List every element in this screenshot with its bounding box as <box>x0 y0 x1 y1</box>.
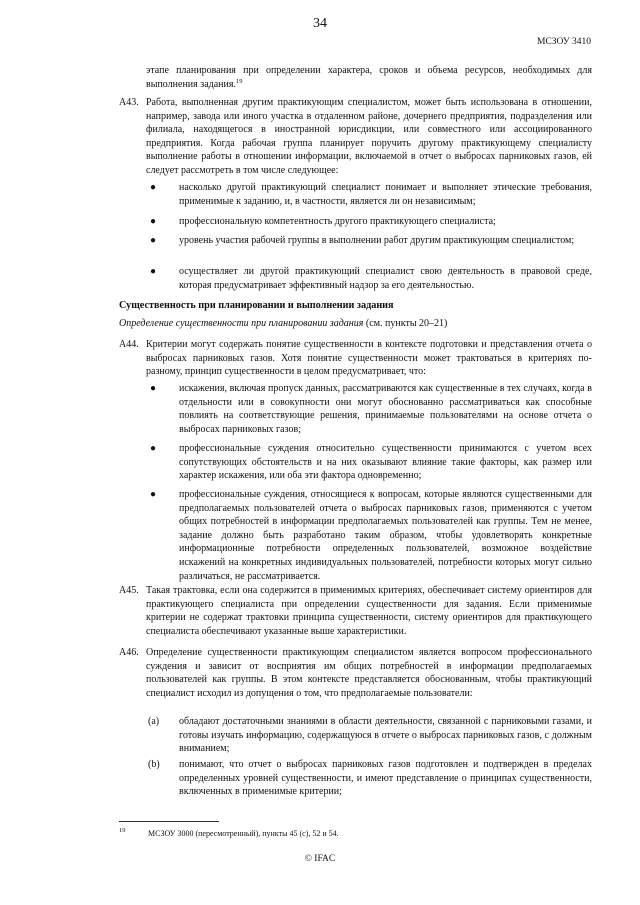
lead-paragraph <box>146 64 592 91</box>
subheading-italic: Определение существенности при планировании задания <box>119 318 364 329</box>
a43-bullet-3: уровень участия рабочей группы в выполнении работ другим практикующим специалистом; <box>179 235 575 246</box>
footnote-number: 19 <box>119 827 126 834</box>
subheading-reference: (см. пункты 20–21) <box>363 318 448 329</box>
bullet-icon: ● <box>150 489 157 500</box>
list-item-b: понимают, что отчет о выбросах парниковых газов подготовлен и подтвержден в пределах определенных уровней существенности, и имеют представление о принципах существенности, включенных в применимые критерии; <box>179 759 592 798</box>
footnote-divider <box>119 821 219 822</box>
paragraph-a45: Такая трактовка, если она содержится в применимых критериях, обеспечивает систему ориентиров для практикующего специалиста при определении существенности для задания. Если применимые критерии не содержат трактовки принципа существенности, систему ориентиров для практикующего специалиста обеспечивают указанные выше характеристики. <box>146 585 592 637</box>
page-number: 34 <box>313 16 327 31</box>
paragraph-a43: Работа, выполненная другим практикующим специалистом, может быть использована в отношении, например, завода или иного участка в отдаленном районе, дочернего предприятия, подразделения или филиала, находящегося в иностранной юрисдикции, или совместного или ассоциированного предприятия. Когда рабочая группа планирует поручить другому практикующему специалисту выполнение работы в отношении информации, включаемой в отчет о выбросах парниковых газов, ей следует рассмотреть в том числе следующее: <box>146 97 592 176</box>
a44-bullet-1: искажения, включая пропуск данных, рассматриваются как существенные в тех случаях, когда в отдельности или в совокупности они могут обоснованно рассматриваться как способные повлиять на соответствующие решения, принимаемые пользователями на основе отчета о выбросах парниковых газов; <box>179 383 592 435</box>
paragraph-label-a46: А46. <box>119 647 139 658</box>
paragraph-a46: Определение существенности практикующим специалистом является вопросом профессионального суждения и зависит от восприятия им общих потребностей в информации предполагаемых пользователей как группы. В этом контексте представляется обоснованным, чтобы практикующий специалист исходил из допущения о том, что предполагаемые пользователи: <box>146 647 592 699</box>
bullet-icon: ● <box>150 216 157 227</box>
page-footer: © IFAC <box>304 854 336 864</box>
document-code: МСЗОУ 3410 <box>537 37 591 47</box>
paragraph-label-a44: А44. <box>119 339 139 350</box>
list-item-label-b: (b) <box>148 759 160 770</box>
a43-bullet-4: осуществляет ли другой практикующий специалист свою деятельность в правовой среде, которая предусматривает эффективный надзор за его деятельностью. <box>179 266 592 291</box>
bullet-icon: ● <box>150 235 157 246</box>
paragraph-a44: Критерии могут содержать понятие существенности в контексте подготовки и представления отчета о выбросах парниковых газов. Хотя понятие существенности может трактоваться в критериях по-разному, принцип существенности в целом предусматривает, что: <box>146 339 592 378</box>
footnote-reference: 19 <box>235 77 243 85</box>
bullet-icon: ● <box>150 443 157 454</box>
bullet-icon: ● <box>150 182 157 193</box>
bullet-icon: ● <box>150 266 157 277</box>
paragraph-label-a43: А43. <box>119 97 139 108</box>
a44-bullet-2: профессиональные суждения относительно существенности принимаются с учетом всех сопутствующих обстоятельств и на них оказывают влияние такие факторы, как размер или характер искажения, или оба эти фактора одновременно; <box>179 443 592 482</box>
a43-bullet-2: профессиональную компетентность другого практикующего специалиста; <box>179 216 496 227</box>
bullet-icon: ● <box>150 383 157 394</box>
a43-bullet-1: насколько другой практикующий специалист понимает и выполняет этические требования, применимые к заданию, и, в частности, является ли он независимым; <box>179 182 592 207</box>
a44-bullet-3: профессиональные суждения, относящиеся к вопросам, которые являются существенными для предполагаемых пользователей отчета о выбросах парниковых газов, применяются с учетом общих потребностей в информации предполагаемых пользователей как группы. Тем не менее, задание должно быть разработано таким образом, чтобы удовлетворять конкретные информационные потребности определенных пользователей, возможное воздействие искажений на конкретных индивидуальных пользователей, потребности которых могут сильно различаться, не рассматривается. <box>179 489 592 582</box>
list-item-a: обладают достаточными знаниями в области деятельности, связанной с парниковыми газами, и готовы изучать информацию, содержащуюся в отчете о выбросах парниковых газов, с должным вниманием; <box>179 716 592 755</box>
section-heading: Существенность при планировании и выполнении задания <box>119 300 394 311</box>
section-subheading <box>119 318 447 329</box>
paragraph-label-a45: А45. <box>119 585 139 596</box>
list-item-label-a: (а) <box>148 716 160 727</box>
lead-text: этапе планирования при определении характера, сроков и объема ресурсов, необходимых для выполнения задания. <box>146 65 592 90</box>
footnote-text: МСЗОУ 3000 (пересмотренный), пункты 45 (с), 52 и 54. <box>148 829 339 838</box>
